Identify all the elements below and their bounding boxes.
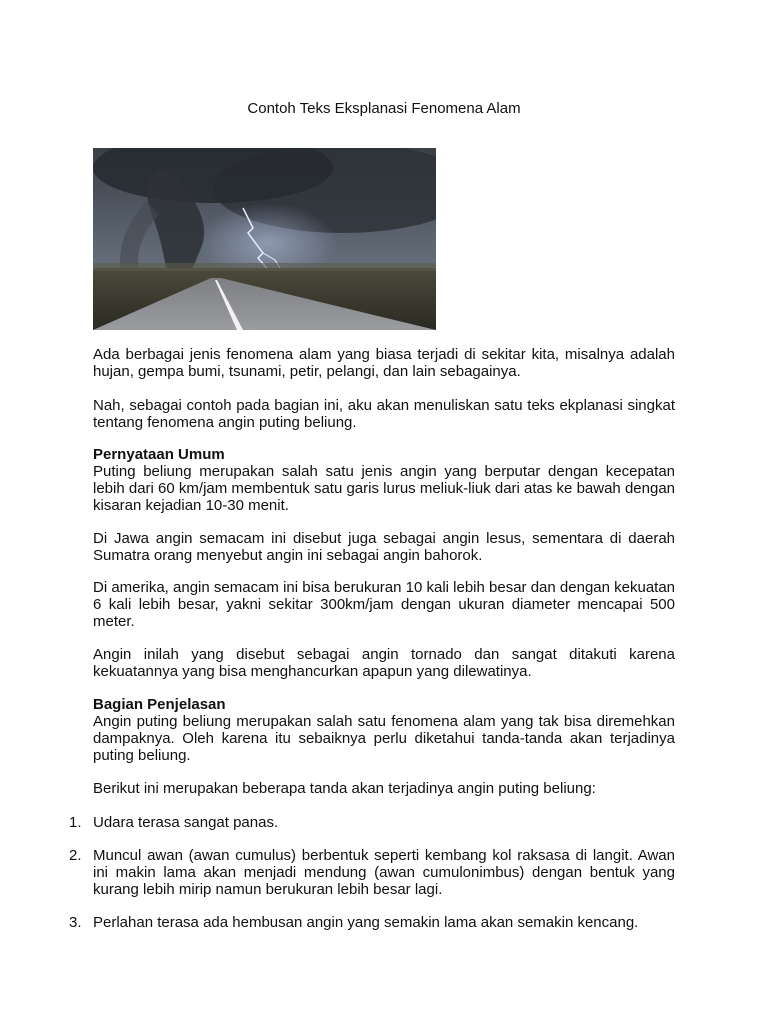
paragraph-text: Berikut ini merupakan beberapa tanda akan terjadinya angin puting beliung:	[93, 780, 596, 797]
list-text: Perlahan terasa ada hembusan angin yang semakin lama akan semakin kencang.	[93, 914, 639, 931]
paragraph-text: Ada berbagai jenis fenomena alam yang biasa terjadi di sekitar kita, misalnya adalah hujan, gempa bumi, tsunami, petir, pelangi, dan lain sebagainya.	[93, 346, 675, 380]
paragraph-text: Di Jawa angin semacam ini disebut juga sebagai angin lesus, sementara di daerah Sumatra orang menyebut angin ini sebagai angin bahorok.	[93, 530, 675, 564]
section-heading: Pernyataan Umum	[93, 446, 225, 463]
intro-paragraph-1	[93, 346, 675, 380]
tornado-road-photo	[93, 148, 436, 330]
section-pernyataan-umum	[93, 446, 675, 514]
list-number: 3.	[69, 914, 82, 931]
penjelasan-paragraph-2	[93, 780, 675, 797]
paragraph-text: Nah, sebagai contoh pada bagian ini, aku akan menuliskan satu teks ekplanasi singkat tentang fenomena angin puting beliung.	[93, 397, 675, 431]
pernyataan-paragraph-3	[93, 579, 675, 630]
paragraph-text: Puting beliung merupakan salah satu jenis angin yang berputar dengan kecepatan lebih dari 60 km/jam membentuk satu garis lurus meliuk-liuk dari atas ke bawah dengan kisaran kejadian 10-30 menit.	[93, 463, 675, 514]
pernyataan-paragraph-4	[93, 646, 675, 680]
list-number: 2.	[69, 847, 82, 864]
list-text: Udara terasa sangat panas.	[93, 814, 279, 831]
intro-paragraph-2	[93, 397, 675, 431]
pernyataan-paragraph-2	[93, 530, 675, 564]
paragraph-text: Angin inilah yang disebut sebagai angin tornado dan sangat ditakuti karena kekuatannya yang bisa menghancurkan apapun yang dilewatinya.	[93, 646, 675, 680]
tornado-photo-svg	[93, 148, 436, 330]
section-bagian-penjelasan	[93, 696, 675, 764]
section-heading: Bagian Penjelasan	[93, 696, 226, 713]
paragraph-text: Angin puting beliung merupakan salah satu fenomena alam yang tak bisa diremehkan dampaknya. Oleh karena itu sebaiknya perlu diketahui tanda-tanda akan terjadinya puting beliung.	[93, 713, 675, 764]
list-text: Muncul awan (awan cumulus) berbentuk seperti kembang kol raksasa di langit. Awan ini makin lama akan menjadi mendung (awan cumulonimbus) dengan bentuk yang kurang lebih mirip namun berukuran lebih besar lagi.	[93, 847, 675, 898]
paragraph-text: Di amerika, angin semacam ini bisa berukuran 10 kali lebih besar dan dengan kekuatan 6 kali lebih besar, yakni sekitar 300km/jam dengan ukuran diameter mencapai 500 meter.	[93, 579, 676, 630]
list-number: 1.	[69, 814, 82, 831]
document-title: Contoh Teks Eksplanasi Fenomena Alam	[247, 100, 521, 117]
